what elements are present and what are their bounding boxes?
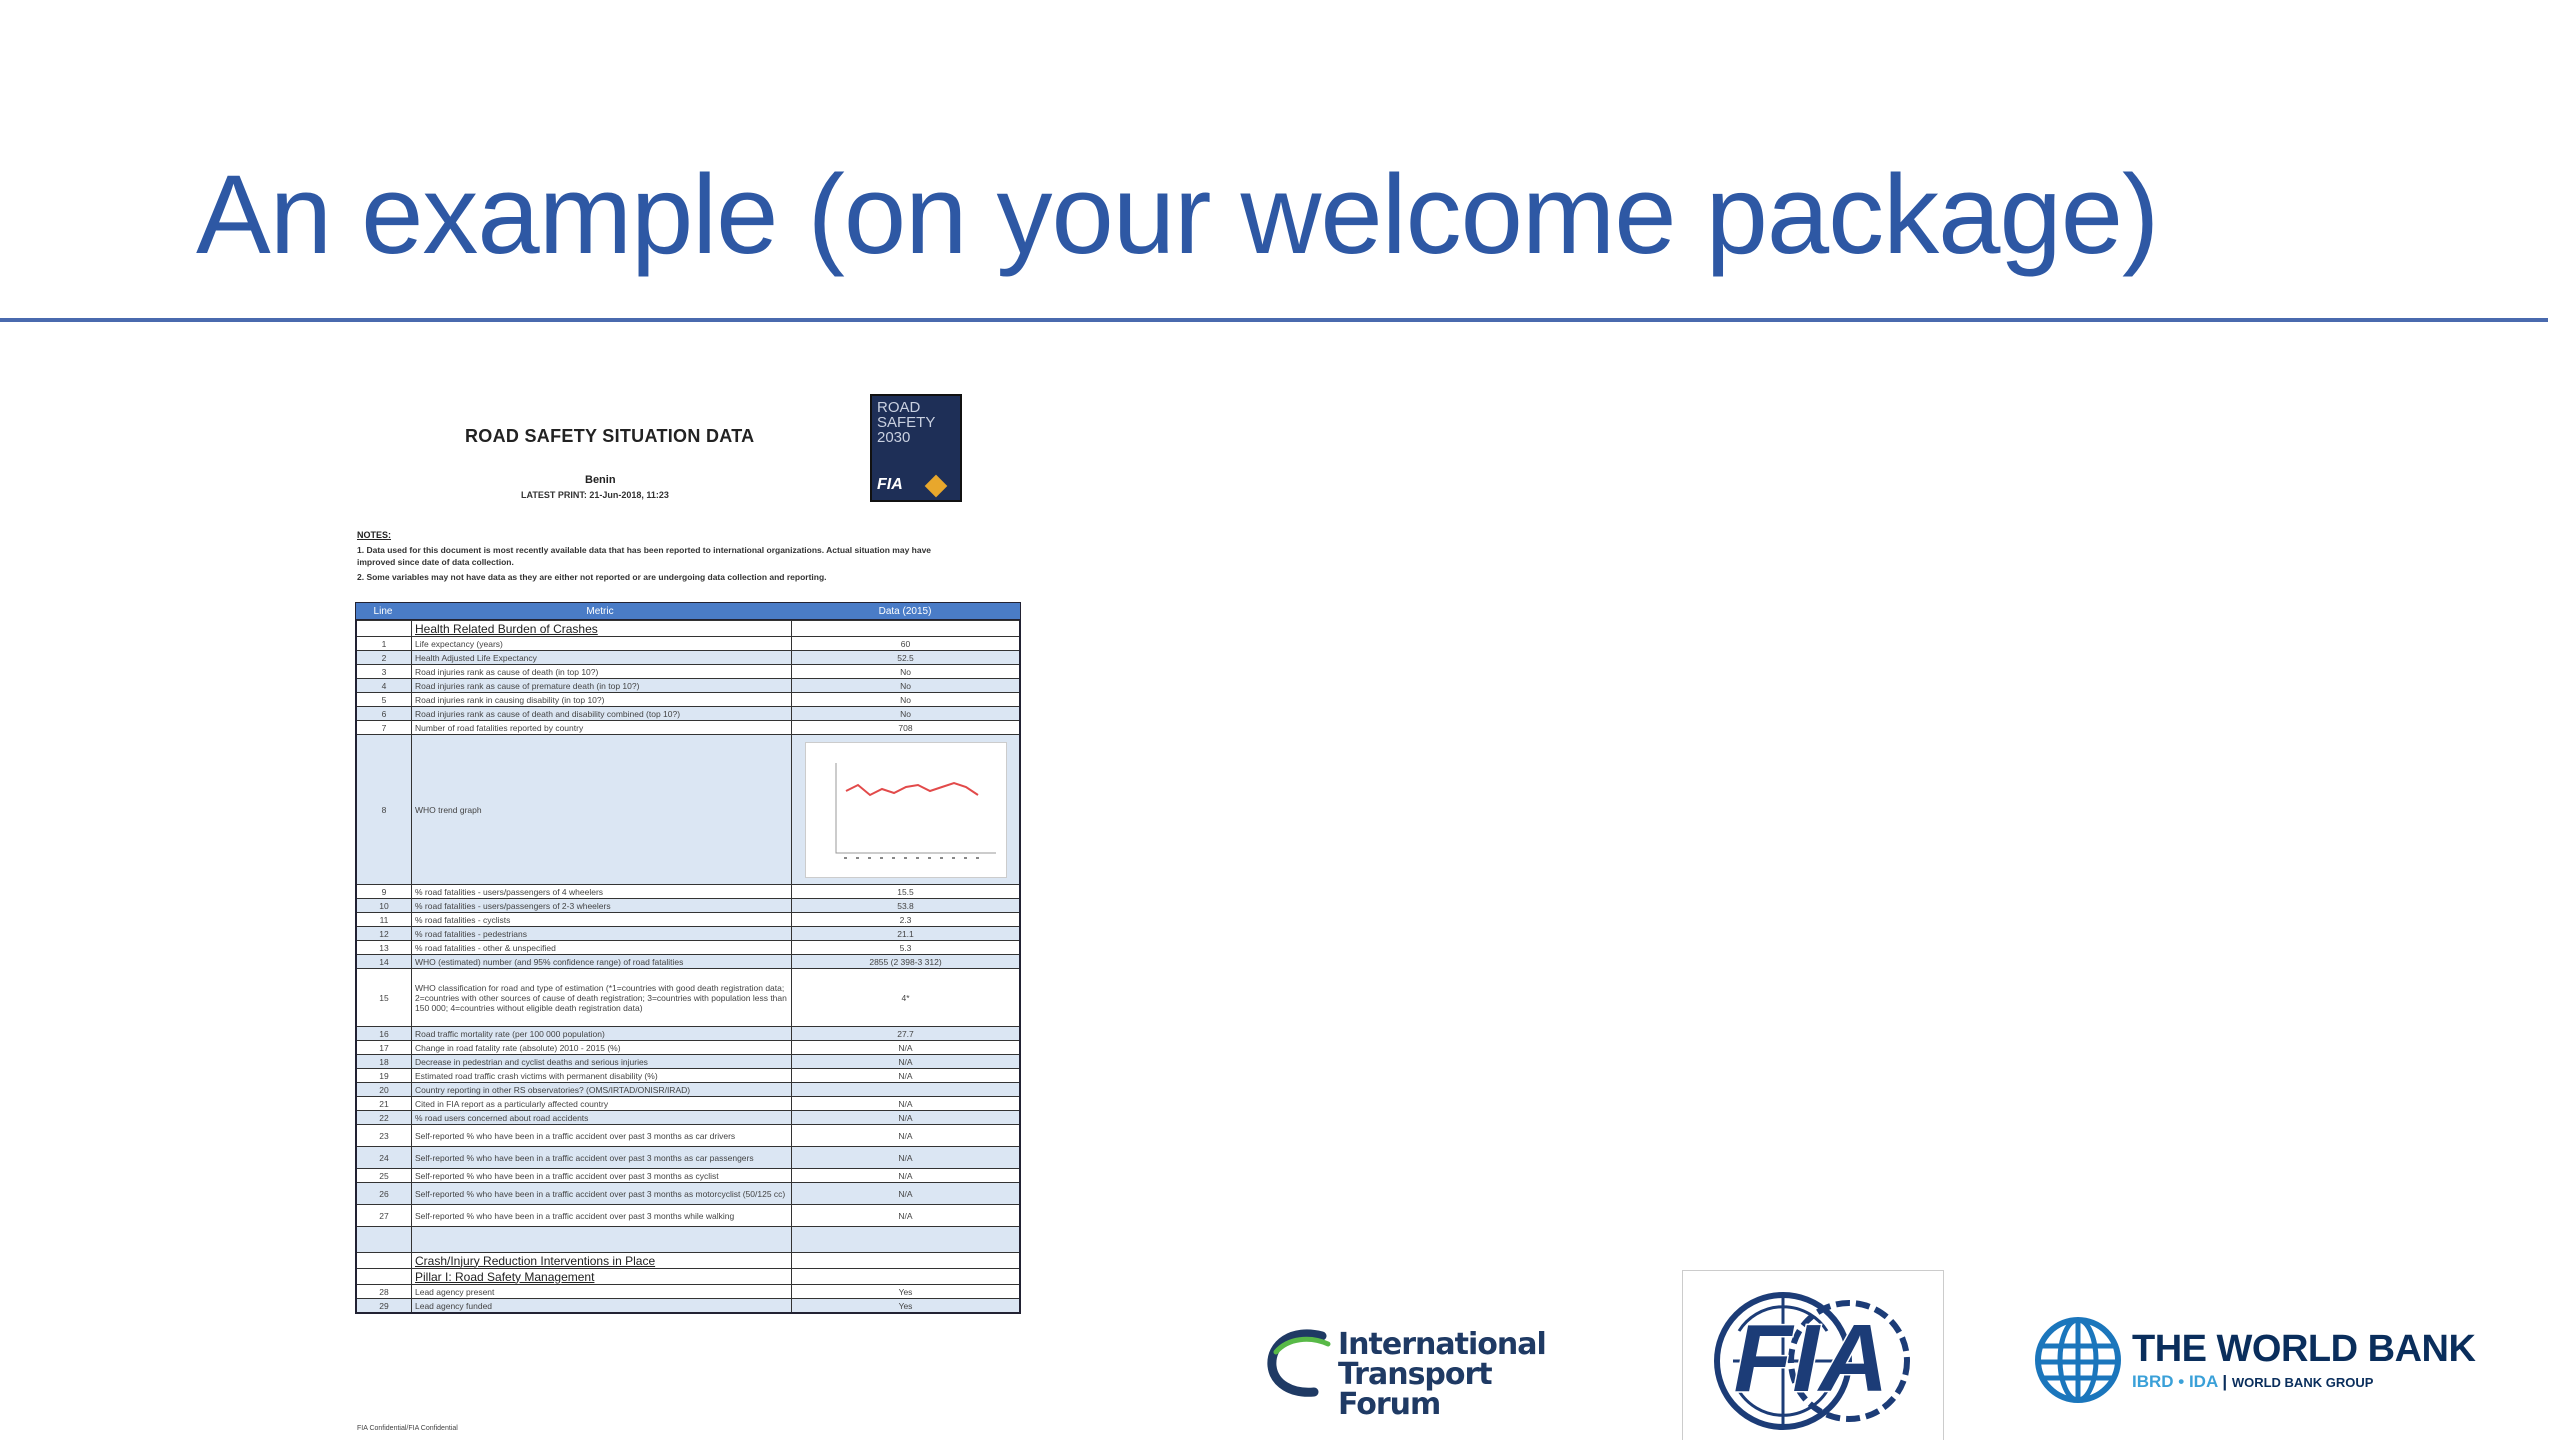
cell-metric: Lead agency present [412, 1285, 792, 1298]
table-row [357, 1124, 1019, 1146]
x-tick [868, 857, 871, 859]
cell-line: 6 [357, 707, 412, 720]
table-row [357, 1146, 1019, 1168]
cell-metric: Self-reported % who have been in a traffic accident over past 3 months while walking [412, 1205, 792, 1226]
cell-metric: Road injuries rank as cause of premature death (in top 10?) [412, 679, 792, 692]
cell-value [792, 679, 1019, 692]
notes-heading: NOTES: [357, 530, 392, 540]
x-tick [940, 857, 943, 859]
cell-value [792, 1253, 1019, 1268]
slide-title: An example (on your welcome package) [196, 152, 2159, 277]
table-row [357, 1068, 1019, 1082]
table-row [357, 1168, 1019, 1182]
table-row [357, 884, 1019, 898]
itf-swoosh-icon [1262, 1322, 1332, 1402]
cell-value [792, 735, 1019, 884]
cell-value [792, 693, 1019, 706]
note-line: 1. Data used for this document is most recently available data that has been reported to international organizations. Actual situation may have [357, 545, 932, 555]
table-row [357, 1204, 1019, 1226]
table-row [357, 926, 1019, 940]
world-bank-title: THE WORLD BANK [2132, 1328, 2476, 1370]
world-bank-ibrd-ida: IBRD • IDA [2132, 1372, 2218, 1391]
note-line: improved since date of data collection. [357, 557, 514, 567]
x-tick [880, 857, 883, 859]
cell-metric: Crash/Injury Reduction Interventions in Place [412, 1253, 792, 1268]
cell-line [357, 1253, 412, 1268]
cell-value-text: 2.3 [899, 914, 912, 925]
globe-icon [2032, 1312, 2124, 1408]
table-row [357, 1082, 1019, 1096]
cell-line: 10 [357, 899, 412, 912]
document-latest-print: LATEST PRINT: 21-Jun-2018, 11:23 [521, 490, 669, 500]
cell-value [792, 1041, 1019, 1054]
graph-axis [836, 763, 996, 853]
road-safety-2030-logo [870, 394, 962, 502]
cell-line: 23 [357, 1125, 412, 1146]
cell-line: 26 [357, 1183, 412, 1204]
table-section-row [357, 1268, 1019, 1284]
cell-value [792, 637, 1019, 650]
cell-metric: Road injuries rank in causing disability (in top 10?) [412, 693, 792, 706]
cell-metric: % road fatalities - pedestrians [412, 927, 792, 940]
cell-metric: % road fatalities - users/passengers of 4 wheelers [412, 885, 792, 898]
cell-value [792, 721, 1019, 734]
cell-metric: % road fatalities - cyclists [412, 913, 792, 926]
cell-value [792, 1097, 1019, 1110]
cell-line: 12 [357, 927, 412, 940]
itf-line-1: International [1338, 1327, 1546, 1362]
cell-value-text: N/A [898, 1098, 913, 1109]
cell-metric: WHO (estimated) number (and 95% confidence range) of road fatalities [412, 955, 792, 968]
table-row [357, 1284, 1019, 1298]
x-tick [844, 857, 847, 859]
cell-metric: Lead agency funded [412, 1299, 792, 1312]
cell-line: 24 [357, 1147, 412, 1168]
world-bank-group: WORLD BANK GROUP [2231, 1375, 2374, 1390]
table-section-row [357, 1252, 1019, 1268]
document-preview [355, 392, 1025, 1440]
cell-value-text: 4* [901, 992, 910, 1003]
cell-metric: Cited in FIA report as a particularly affected country [412, 1097, 792, 1110]
cell-value-text: 60 [900, 638, 911, 649]
cell-metric: Health Related Burden of Crashes [412, 621, 792, 636]
table-row [357, 650, 1019, 664]
cell-line: 19 [357, 1069, 412, 1082]
cell-value [792, 955, 1019, 968]
table-header [355, 602, 1021, 620]
cell-value-text: 21.1 [897, 928, 914, 939]
cell-value [792, 1205, 1019, 1226]
cell-value-text: No [900, 708, 911, 719]
table-row [357, 912, 1019, 926]
cell-metric: Road injuries rank as cause of death and disability combined (top 10?) [412, 707, 792, 720]
cell-value-text: N/A [898, 1130, 913, 1141]
cell-value [792, 1083, 1019, 1096]
cell-line: 22 [357, 1111, 412, 1124]
cell-value [792, 1227, 1019, 1252]
fia-emblem-icon [1683, 1271, 1945, 1441]
cell-line: 3 [357, 665, 412, 678]
trend-line [846, 783, 978, 795]
cell-value [792, 1055, 1019, 1068]
cell-value-text: 52.5 [897, 652, 914, 663]
cell-line: 13 [357, 941, 412, 954]
cell-value-text: N/A [898, 1112, 913, 1123]
cell-value [792, 1111, 1019, 1124]
header-line: Line [373, 605, 393, 617]
table-row [357, 1054, 1019, 1068]
cell-value [792, 665, 1019, 678]
cell-line: 2 [357, 651, 412, 664]
title-divider [0, 318, 2548, 322]
logo-brand: FIA [877, 476, 903, 493]
cell-metric: Decrease in pedestrian and cyclist deaths and serious injuries [412, 1055, 792, 1068]
cell-value [792, 651, 1019, 664]
cell-value-text: Yes [898, 1300, 913, 1311]
cell-value [792, 941, 1019, 954]
cell-metric: Self-reported % who have been in a traffic accident over past 3 months as car passengers [412, 1147, 792, 1168]
cell-value-text: 53.8 [897, 900, 914, 911]
cell-line: 18 [357, 1055, 412, 1068]
cell-value-text: N/A [898, 1210, 913, 1221]
cell-value-text: Yes [898, 1286, 913, 1297]
cell-metric: Road injuries rank as cause of death (in top 10?) [412, 665, 792, 678]
cell-metric: Change in road fatality rate (absolute) 2010 - 2015 (%) [412, 1041, 792, 1054]
fia-wordmark: FIA [1733, 1305, 1889, 1412]
document-title: ROAD SAFETY SITUATION DATA [465, 426, 755, 446]
cell-metric: Country reporting in other RS observatories? (OMS/IRTAD/ONISR/IRAD) [412, 1083, 792, 1096]
table-row [357, 692, 1019, 706]
cell-metric: % road fatalities - users/passengers of 2-3 wheelers [412, 899, 792, 912]
cell-metric: Self-reported % who have been in a traffic accident over past 3 months as car drivers [412, 1125, 792, 1146]
data-table [355, 620, 1021, 1314]
cell-metric: Estimated road traffic crash victims with permanent disability (%) [412, 1069, 792, 1082]
x-tick [928, 857, 931, 859]
cell-line: 7 [357, 721, 412, 734]
cell-value-text: 5.3 [899, 942, 912, 953]
x-tick [952, 857, 955, 859]
cell-value [792, 927, 1019, 940]
cell-value-text: N/A [898, 1170, 913, 1181]
cell-line: 4 [357, 679, 412, 692]
cell-line: 16 [357, 1027, 412, 1040]
logo-line-3: 2030 [877, 429, 911, 446]
world-bank-logo [2032, 1312, 2476, 1408]
table-row [357, 1226, 1019, 1252]
cell-line: 11 [357, 913, 412, 926]
cell-line [357, 1227, 412, 1252]
cell-value [792, 1269, 1019, 1284]
document-country: Benin [585, 474, 616, 486]
cell-metric: WHO classification for road and type of estimation (*1=countries with good death registration data; 2=countries with other sources of cause of death registration; 3=countries with population less than 150 000; 4=countries without eligible death registration data) [412, 969, 792, 1026]
cell-line: 1 [357, 637, 412, 650]
cell-line: 14 [357, 955, 412, 968]
table-row [357, 1096, 1019, 1110]
cell-value-text: 2855 (2 398-3 312) [869, 956, 942, 967]
table-row [357, 1298, 1019, 1312]
table-row [357, 1182, 1019, 1204]
cell-metric: Self-reported % who have been in a traffic accident over past 3 months as cyclist [412, 1169, 792, 1182]
logo-line-2: SAFETY [877, 414, 936, 431]
cell-value-text: N/A [898, 1070, 913, 1081]
cell-value-text: 27.7 [897, 1028, 914, 1039]
cell-value-text: N/A [898, 1188, 913, 1199]
cell-value-text: N/A [898, 1152, 913, 1163]
document-footer: FIA Confidential/FIA Confidential [357, 1425, 458, 1432]
cell-value [792, 885, 1019, 898]
cell-line: 28 [357, 1285, 412, 1298]
x-tick [916, 857, 919, 859]
world-bank-subtitle: IBRD • IDA | WORLD BANK GROUP [2132, 1372, 2374, 1391]
cell-value [792, 1069, 1019, 1082]
cell-value [792, 1147, 1019, 1168]
itf-line-2: Transport Forum [1338, 1357, 1492, 1422]
cell-value [792, 707, 1019, 720]
table-row [357, 940, 1019, 954]
table-row [357, 664, 1019, 678]
table-row [357, 720, 1019, 734]
cell-value-text: 15.5 [897, 886, 914, 897]
table-row [357, 968, 1019, 1026]
cell-value [792, 1169, 1019, 1182]
table-row [357, 706, 1019, 720]
diamond-icon [925, 475, 948, 498]
cell-line: 25 [357, 1169, 412, 1182]
cell-line [357, 1269, 412, 1284]
header-data: Data (2015) [878, 605, 932, 617]
cell-line [357, 621, 412, 636]
cell-line: 29 [357, 1299, 412, 1312]
cell-value-text: N/A [898, 1042, 913, 1053]
cell-value [792, 899, 1019, 912]
x-tick [904, 857, 907, 859]
table-row [357, 636, 1019, 650]
itf-logo [1262, 1322, 1592, 1422]
cell-line: 21 [357, 1097, 412, 1110]
table-row [357, 954, 1019, 968]
fia-logo [1682, 1270, 1944, 1440]
cell-line: 9 [357, 885, 412, 898]
cell-line: 5 [357, 693, 412, 706]
table-row [357, 1026, 1019, 1040]
note-line: 2. Some variables may not have data as they are either not reported or are undergoing data collection and reporting. [357, 572, 827, 582]
cell-value [792, 969, 1019, 1026]
x-tick [892, 857, 895, 859]
cell-value [792, 1285, 1019, 1298]
cell-metric: Road traffic mortality rate (per 100 000 population) [412, 1027, 792, 1040]
table-section-row [357, 620, 1019, 636]
header-metric: Metric [586, 605, 614, 617]
cell-metric: % road fatalities - other & unspecified [412, 941, 792, 954]
cell-value-text: 708 [898, 722, 913, 733]
table-row [357, 1040, 1019, 1054]
trend-graph-svg [806, 743, 1006, 877]
cell-metric: Life expectancy (years) [412, 637, 792, 650]
cell-line: 27 [357, 1205, 412, 1226]
cell-value-text: No [900, 680, 911, 691]
cell-metric: Pillar I: Road Safety Management [412, 1269, 792, 1284]
cell-metric: WHO trend graph [412, 735, 792, 884]
x-tick [976, 857, 979, 859]
cell-value-text: N/A [898, 1056, 913, 1067]
cell-line: 17 [357, 1041, 412, 1054]
cell-metric: Number of road fatalities reported by country [412, 721, 792, 734]
cell-metric [412, 1227, 792, 1252]
cell-metric: % road users concerned about road accidents [412, 1111, 792, 1124]
x-tick [856, 857, 859, 859]
cell-metric: Self-reported % who have been in a traffic accident over past 3 months as motorcyclist (50/125 cc) [412, 1183, 792, 1204]
cell-line: 15 [357, 969, 412, 1026]
who-trend-graph [805, 742, 1007, 878]
cell-value [792, 1299, 1019, 1312]
cell-value [792, 1125, 1019, 1146]
cell-line: 8 [357, 735, 412, 884]
cell-value [792, 913, 1019, 926]
logo-line-1: ROAD [877, 399, 921, 416]
cell-line: 20 [357, 1083, 412, 1096]
cell-value [792, 621, 1019, 636]
cell-value-text: No [900, 666, 911, 677]
table-row [357, 898, 1019, 912]
table-row [357, 1110, 1019, 1124]
cell-value [792, 1183, 1019, 1204]
cell-value [792, 1027, 1019, 1040]
table-row [357, 734, 1019, 884]
table-row [357, 678, 1019, 692]
x-tick [964, 857, 967, 859]
cell-value-text: No [900, 694, 911, 705]
cell-metric: Health Adjusted Life Expectancy [412, 651, 792, 664]
